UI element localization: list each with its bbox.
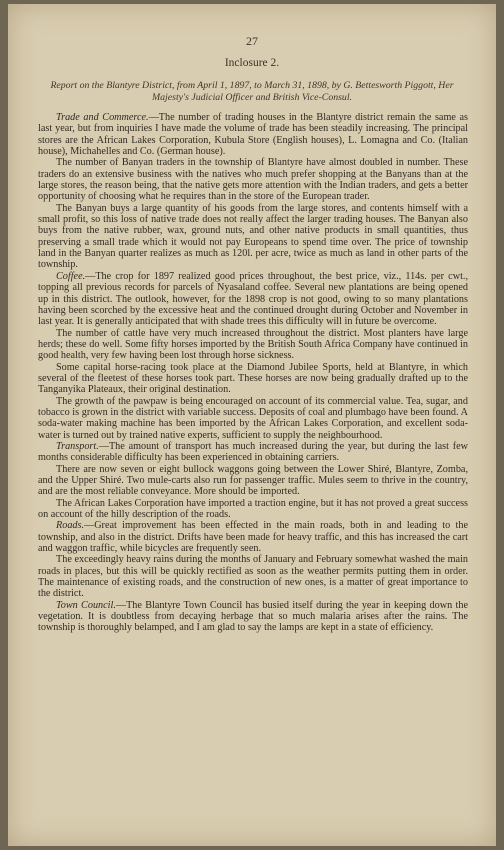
paragraph-horse-racing <box>38 362 468 396</box>
enclosure-title: Inclosure 2. <box>224 57 280 69</box>
paragraph-banyan-traders <box>38 157 468 202</box>
paragraph-text: Some capital horse-racing took place at the Diamond Jubilee Sports, held at Blantyre, in which several of the fleetest of these horses took part. These horses are now being gradually drafted up to the Tanganyika Plateaux, their original destination. <box>38 361 468 396</box>
paragraph-roads <box>38 520 468 554</box>
paragraph-pawpaw <box>38 396 468 441</box>
paragraph-text: —The number of trading houses in the Blantyre district remain the same as last year, but from inquiries I have made the volume of trade has been steadily increasing. The principal stores are the African Lakes Corporation, Kubula Store (English houses), L. Lomagna and Co. (Italian house), Michahelles and Co. (German house). <box>38 112 468 158</box>
paragraph-waggons <box>38 464 468 498</box>
paragraph-banyan-goods <box>38 203 468 271</box>
paragraph-coffee <box>38 271 468 328</box>
paragraph-town-council <box>38 600 468 634</box>
report-heading: Report on the Blantyre District, from April 1, 1897, to March 31, 1898, by G. Bettesworth Piggott, Her Majesty's Judicial Officer and British Vice-Consul. <box>50 80 454 103</box>
report-body <box>38 112 468 634</box>
page-number: 27 <box>246 34 258 48</box>
section-lead: Transport. <box>56 440 99 452</box>
paragraph-text: The Banyan buys a large quantity of his goods from the large stores, and contents himself with a small profit, so this loss of native trade does not really affect the larger trading houses. The Banyan also buys from the native rubber, wax, ground nuts, and other native products in small quantities, thus preserving a small trade which it would not pay Europeans to spend time over. The price of township land in the Banyan quarter realizes as much as 120l. per acre, twice as much as land in other parts of the township. <box>38 202 468 271</box>
paragraph-rains <box>38 554 468 599</box>
paragraph-transport <box>38 441 468 464</box>
paragraph-cattle <box>38 328 468 362</box>
section-lead: Town Council. <box>56 599 116 611</box>
section-lead: Coffee. <box>56 270 86 282</box>
paragraph-text: The number of cattle have very much increased throughout the district. Most planters have large herds; these do well. Some fifty horses imported by the British South Africa Company have continued in good health, very few having been lost through horse sickness. <box>38 327 468 362</box>
paragraph-text: The African Lakes Corporation have imported a traction engine, but it has not proved a great success on account of the hilly description of the roads. <box>38 497 468 521</box>
paragraph-text: —The amount of transport has much increased during the year, but during the last few months considerable difficulty has been experienced in obtaining carriers. <box>38 440 468 464</box>
document-page <box>8 4 496 846</box>
paragraph-trade <box>38 112 468 157</box>
paragraph-text: —The crop for 1897 realized good prices throughout, the best price, viz., 114s. per cwt., topping all previous records for parcels of Nyasaland coffee. Several new plantations are being opened up in this district. The outlook, however, for the 1898 crop is not good, owing to so many plantations having been scorched by the excessive heat and the continued drought during October and November in last year. It is generally anticipated that with shade trees this difficulty will in future be overcome. <box>38 270 468 328</box>
section-lead: Roads. <box>56 520 85 532</box>
paragraph-text: The number of Banyan traders in the township of Blantyre have almost doubled in number. These traders do an extensive business with the natives who much prefer shopping at the Banyans than at the large stores, the reason being, that the native gets more attention with the Indian traders, and gets a better opportunity of choosing what he requires than in the store of the European trader. <box>38 157 468 203</box>
paragraph-text: —Great improvement has been effected in the main roads, both in and leading to the township, and also in the district. Drifts have been made for heavy traffic, and this has increased the cart and waggon traffic, while bicycles are frequently seen. <box>38 520 468 555</box>
paragraph-text: The exceedingly heavy rains during the months of January and February somewhat washed the main roads in places, but this will be quickly rectified as soon as the weather permits putting them in order. The maintenance of existing roads, and the construction of new ones, is a matter of great importance to the district. <box>38 554 468 600</box>
paragraph-traction-engine <box>38 498 468 521</box>
paragraph-text: There are now seven or eight bullock waggons going between the Lower Shiré, Blantyre, Zomba, and the Upper Shiré. Two mule-carts also run for passenger traffic. Mules seem to thrive in the country, and are the most reliable conveyance. More should be imported. <box>38 463 468 498</box>
paragraph-text: —The Blantyre Town Council has busied itself during the year in keeping down the vegetation. It is doubtless from decaying herbage that so much malaria arises after the rains. The township is thoroughly belamped, and I am glad to say the lamps are kept in a state of efficiency. <box>38 599 468 634</box>
paragraph-text: The growth of the pawpaw is being encouraged on account of its commercial value. Tea, sugar, and tobacco is grown in the district with variable success. Deposits of coal and plumbago have been found. A soda-water making machine has been imported by the African Lakes Corporation, and excellent soda-water is turned out by trained native experts, sufficient to supply the neighbourhood. <box>38 395 468 441</box>
section-lead: Trade and Commerce. <box>56 112 149 123</box>
